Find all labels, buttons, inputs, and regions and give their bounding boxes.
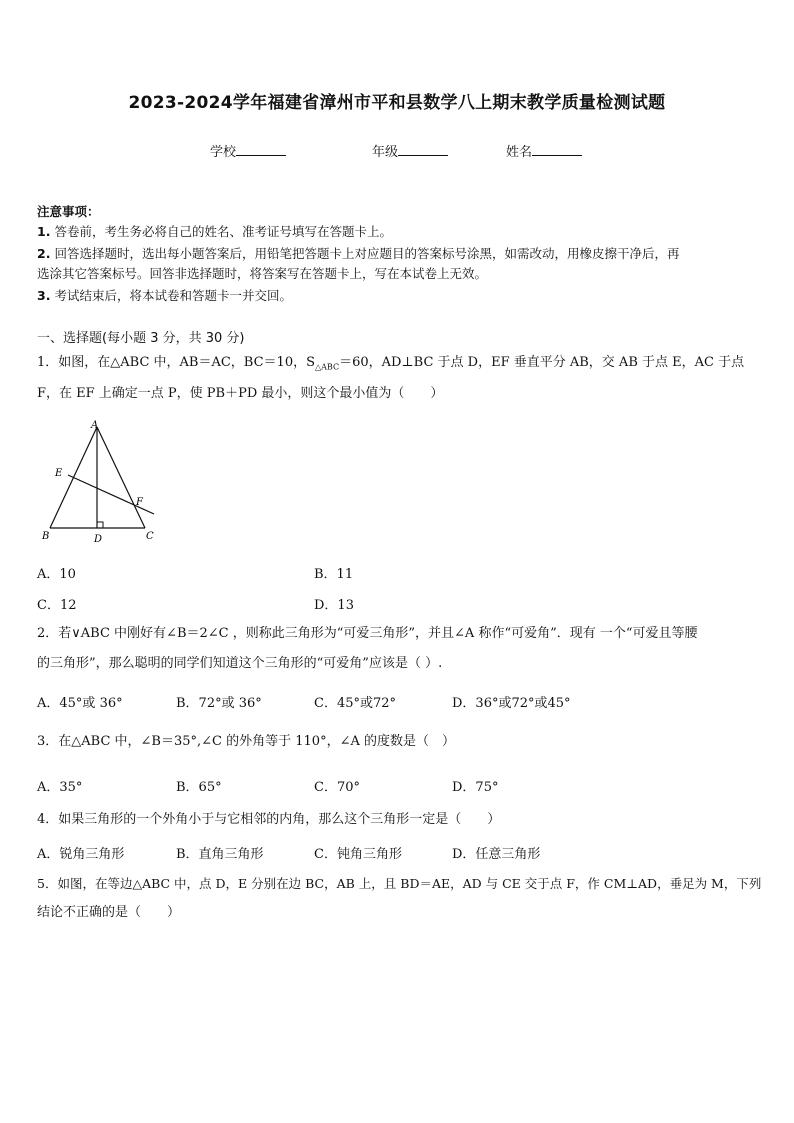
q4-option-d: D．任意三角形 (452, 847, 541, 862)
school-blank (236, 143, 286, 156)
q1-option-d: D．13 (314, 598, 354, 613)
q2-option-c: C．45°或72° (314, 696, 397, 711)
q2-line1: 2．若∨ABC 中刚好有∠B＝2∠C ，则称此三角形为“可爱三角形”，并且∠A 称作“可爱角”．现有 一个“可爱且等腰 (37, 626, 698, 641)
name-blank (532, 143, 582, 156)
q2-line2: 的三角形”，那么聪明的同学们知道这个三角形的“可爱角”应该是（ ）. (37, 656, 443, 671)
name-field (506, 141, 582, 160)
name-label: 姓名 (506, 145, 533, 160)
q5-line2: 结论不正确的是（ ） (37, 905, 181, 920)
school-field (210, 141, 286, 160)
q4-option-a: A．锐角三角形 (37, 847, 125, 862)
label-E: E (55, 468, 63, 479)
q1-option-c: C．12 (37, 598, 77, 613)
label-C: C (146, 531, 154, 542)
q5-line1: 5．如图，在等边△ABC 中，点 D，E 分别在边 BC，AB 上，且 BD＝AE，AD 与 CE 交于点 F，作 CM⊥AD，垂足为 M，下列 (37, 876, 762, 891)
q4-option-b: B．直角三角形 (176, 847, 264, 862)
notice-heading: 注意事项： (37, 204, 100, 219)
grade-blank (398, 143, 448, 156)
q2-option-a: A．45°或 36° (37, 696, 123, 711)
q3-option-a: A．35° (37, 780, 83, 795)
label-A: A (91, 420, 99, 431)
grade-field (372, 141, 448, 160)
q1-line2: F，在 EF 上确定一点 P，使 PB＋PD 最小，则这个最小值为（ ） (37, 386, 444, 401)
q3-line1: 3．在△ABC 中，∠B＝35°,∠C 的外角等于 110°，∠A 的度数是（ ） (37, 734, 455, 749)
q1-option-a: A．10 (37, 567, 76, 582)
q2-option-d: D．36°或72°或45° (452, 696, 571, 711)
q4-option-c: C．钝角三角形 (314, 847, 402, 862)
label-B: B (42, 531, 50, 542)
grade-label: 年级 (372, 145, 399, 160)
q1-line1: 1．如图，在△ABC 中，AB＝AC，BC＝10，$S_{\triangle ABC}=60$，AD⊥BC 于点 D，EF 垂直平分 AB，交 AB 于点 E，AC 于点 (37, 355, 745, 372)
page-title: 2023-2024学年福建省漳州市平和县数学八上期末教学质量检测试题 (128, 93, 666, 113)
notice-item-3: 3. 考试结束后，将本试卷和答题卡一并交回。 (37, 288, 292, 303)
q3-option-b: B．65° (176, 780, 222, 795)
q3-option-d: D．75° (452, 780, 499, 795)
label-D: D (94, 534, 103, 545)
q1-triangle-figure (38, 418, 163, 546)
notice-item-2-cont: 选涂其它答案标号。回答非选择题时，将答案写在答题卡上，写在本试卷上无效。 (37, 266, 488, 281)
school-label: 学校 (210, 145, 237, 160)
label-F: F (136, 497, 143, 508)
q3-option-c: C．70° (314, 780, 360, 795)
q4-line1: 4．如果三角形的一个外角小于与它相邻的内角，那么这个三角形一定是（ ） (37, 812, 501, 827)
section-heading: 一、选择题(每小题 3 分，共 30 分) (37, 331, 245, 346)
notice-item-2: 2. 回答选择题时，选出每小题答案后，用铅笔把答题卡上对应题目的答案标号涂黑，如需改动，用橡皮擦干净后，再 (37, 246, 680, 261)
q1-option-b: B．11 (314, 567, 354, 582)
q2-option-b: B．72°或 36° (176, 696, 262, 711)
notice-item-1: 1. 答卷前，考生务必将自己的姓名、准考证号填写在答题卡上。 (37, 224, 392, 239)
